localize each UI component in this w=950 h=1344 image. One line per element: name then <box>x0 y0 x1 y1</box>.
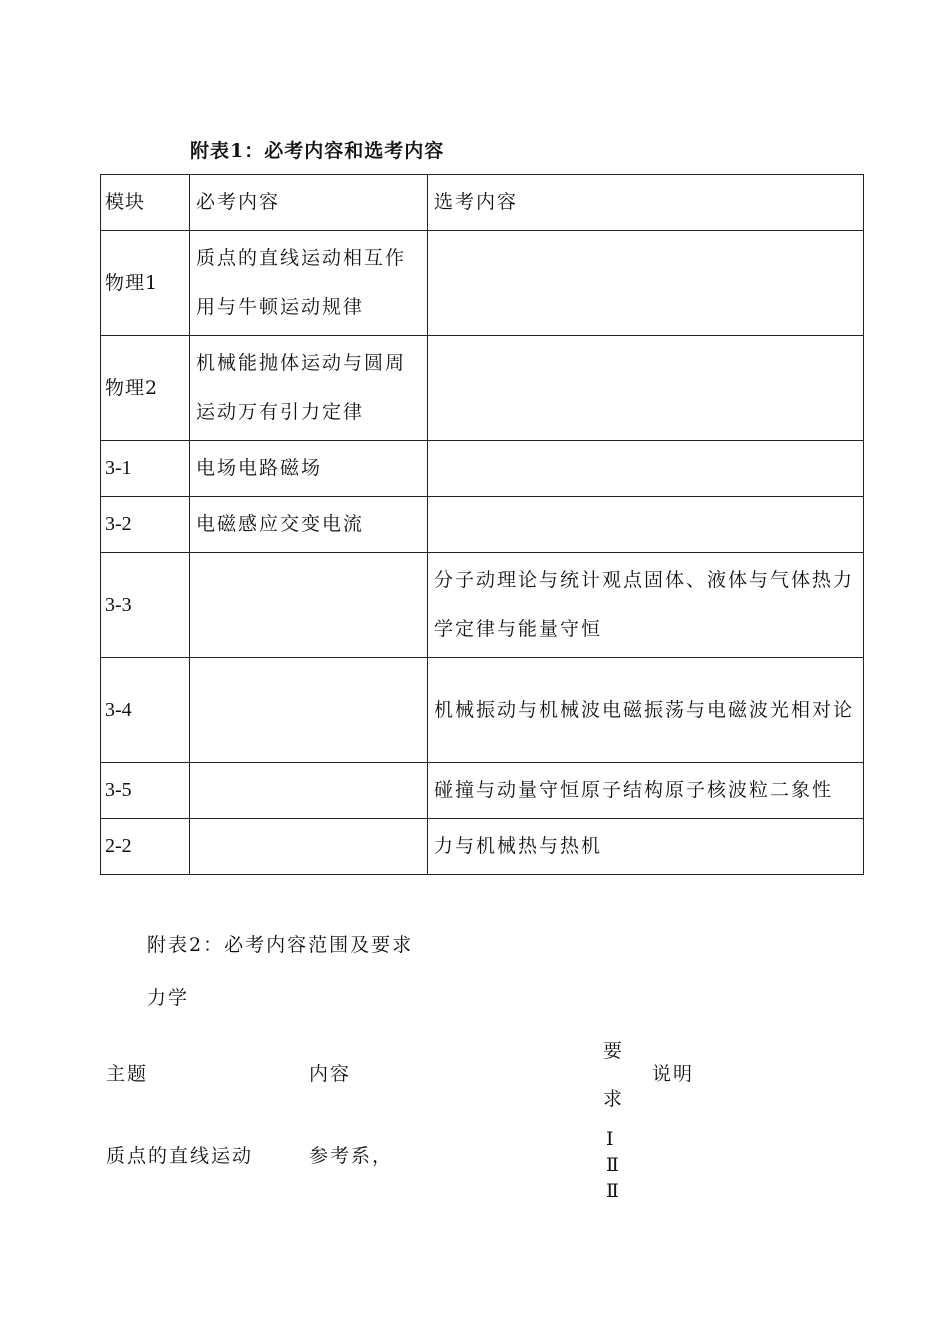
requirement-level: Ⅱ <box>606 1180 619 1202</box>
row-required <box>190 763 428 819</box>
row-optional <box>428 441 864 497</box>
section-heading: 力学 <box>147 987 190 1009</box>
row-module: 物理2 <box>101 336 190 441</box>
row-topic: 质点的直线运动 <box>106 1145 254 1167</box>
row-optional: 力与机械热与热机 <box>428 819 864 875</box>
table-row <box>101 763 864 819</box>
table2-title: 附表2：必考内容范围及要求 <box>147 934 414 956</box>
row-optional <box>428 336 864 441</box>
row-required <box>190 553 428 658</box>
table-row <box>101 336 864 441</box>
row-module: 3-3 <box>101 553 190 658</box>
row-required: 电场电路磁场 <box>190 441 428 497</box>
table1-title: 附表1：必考内容和选考内容 <box>190 140 445 162</box>
row-required <box>190 658 428 763</box>
table-header-row <box>101 175 864 231</box>
required-optional-table <box>100 174 864 875</box>
row-optional: 碰撞与动量守恒原子结构原子核波粒二象性 <box>428 763 864 819</box>
table-row <box>101 497 864 553</box>
row-optional <box>428 497 864 553</box>
row-module: 3-1 <box>101 441 190 497</box>
header-requirement-bottom: 求 <box>603 1088 625 1110</box>
header-content: 内容 <box>309 1063 352 1085</box>
header-topic: 主题 <box>106 1063 149 1085</box>
header-requirement-top: 要 <box>603 1040 625 1062</box>
requirement-level: Ⅱ <box>606 1154 619 1176</box>
table-row <box>101 441 864 497</box>
header-module: 模块 <box>101 175 190 231</box>
table-row <box>101 553 864 658</box>
row-optional: 机械振动与机械波电磁振荡与电磁波光相对论 <box>428 658 864 763</box>
header-required: 必考内容 <box>190 175 428 231</box>
row-content: 参考系， <box>309 1145 394 1167</box>
row-module: 3-2 <box>101 497 190 553</box>
row-required <box>190 819 428 875</box>
row-required: 机械能抛体运动与圆周运动万有引力定律 <box>190 336 428 441</box>
header-optional: 选考内容 <box>428 175 864 231</box>
requirement-level: Ⅰ <box>606 1128 614 1150</box>
row-module: 3-5 <box>101 763 190 819</box>
row-required: 质点的直线运动相互作用与牛顿运动规律 <box>190 231 428 336</box>
row-optional <box>428 231 864 336</box>
row-module: 3-4 <box>101 658 190 763</box>
table-row <box>101 231 864 336</box>
row-required: 电磁感应交变电流 <box>190 497 428 553</box>
row-module: 2-2 <box>101 819 190 875</box>
table-row <box>101 658 864 763</box>
table-row <box>101 819 864 875</box>
row-optional: 分子动理论与统计观点固体、液体与气体热力学定律与能量守恒 <box>428 553 864 658</box>
row-module: 物理1 <box>101 231 190 336</box>
header-note: 说明 <box>652 1063 695 1085</box>
